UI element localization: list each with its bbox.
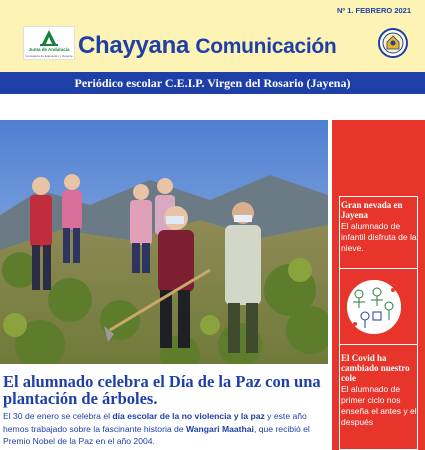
newspaper-title — [78, 28, 336, 64]
children-drawing-icon — [347, 280, 401, 334]
sidebar-item-covid[interactable] — [341, 353, 417, 428]
masthead-spacer — [0, 94, 425, 107]
sidebar-item-text: El alumnado de primer ciclo nos enseña el antes y el después — [341, 384, 417, 427]
title-word-chayyana: Chayyana — [78, 32, 189, 59]
title-word-comunicacion: Comunicación — [195, 35, 337, 58]
sidebar-item-title: El Covid ha cambiado nuestro cole — [341, 353, 410, 383]
body-end: , que recibió el Premio Nobel de la Paz en el año 2004. — [3, 423, 310, 446]
sidebar-divider — [339, 344, 418, 345]
sidebar-divider — [339, 268, 418, 269]
junta-emblem-icon — [38, 29, 60, 47]
junta-name: Junta de Andalucía — [28, 47, 70, 52]
main-headline: El alumnado celebra el Día de la Paz con una plantación de árboles. — [3, 372, 321, 408]
junta-andalucia-logo — [23, 26, 75, 60]
body-highlight-wangari: Wangari Maathai — [185, 423, 254, 434]
tree-planting-photo — [0, 120, 328, 364]
masthead — [0, 0, 425, 107]
main-article-body — [3, 410, 328, 448]
body-middle: y este año hemos trabajado sobre la fascinante historia de — [3, 411, 307, 434]
school-seal-icon — [378, 28, 408, 58]
body-intro: El 30 de enero se celebra el — [3, 411, 113, 421]
issue-number: Nº 1. FEBRERO 2021 — [336, 6, 411, 15]
masthead-subtitle: Periódico escolar C.E.I.P. Virgen del Rosario (Jayena) — [74, 76, 351, 90]
body-highlight-peace-day: día escolar de la no violencia y la paz — [112, 411, 265, 421]
sidebar-item-text: El alumnado de infantil disfruta de la nieve. — [341, 221, 417, 253]
sidebar-item-title: Gran nevada en Jayena — [341, 200, 403, 220]
junta-department: Consejería de Educación y Deporte — [25, 54, 73, 58]
sidebar-item-nevada[interactable] — [341, 200, 417, 254]
